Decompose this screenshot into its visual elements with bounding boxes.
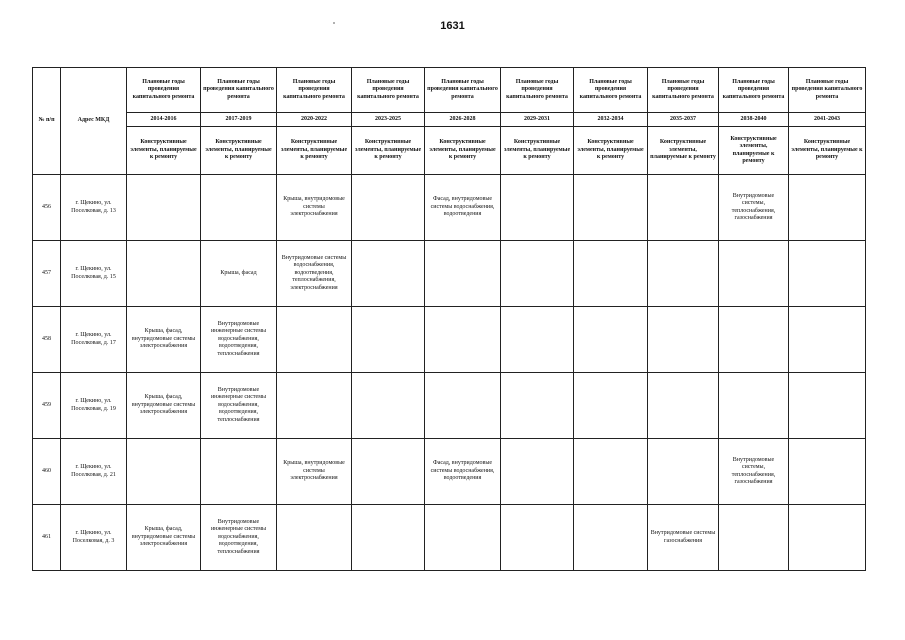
repair-elements-cell: Внутридомовые инженерные системы водоснабжения, водоотведения, теплоснабжения	[201, 373, 277, 439]
repair-elements-cell	[789, 175, 866, 241]
period-header: 2023-2025	[352, 113, 425, 127]
repair-elements-cell: Крыша, внутридомовые системы электроснабжения	[277, 175, 352, 241]
repair-elements-cell	[201, 175, 277, 241]
repair-elements-cell: Крыша, фасад, внутридомовые системы электроснабжения	[127, 373, 201, 439]
repair-elements-cell	[127, 241, 201, 307]
repair-elements-cell: Крыша, фасад, внутридомовые системы электроснабжения	[127, 505, 201, 571]
period-header: 2041-2043	[789, 113, 866, 127]
repair-elements-cell	[501, 307, 574, 373]
header-elements: Конструктивные элементы, планируемые к ремонту	[719, 127, 789, 175]
period-header: 2026-2028	[425, 113, 501, 127]
header-row-elements	[33, 127, 866, 175]
repair-elements-cell	[352, 373, 425, 439]
repair-elements-cell	[574, 307, 648, 373]
repair-elements-cell	[789, 505, 866, 571]
repair-elements-cell	[425, 505, 501, 571]
repair-elements-cell: Внутридомовые инженерные системы водоснабжения, водоотведения, теплоснабжения	[201, 505, 277, 571]
row-address: г. Щекино, ул. Поселковая, д. 17	[61, 307, 127, 373]
repair-elements-cell	[789, 307, 866, 373]
header-elements: Конструктивные элементы, планируемые к ремонту	[501, 127, 574, 175]
header-elements: Конструктивные элементы, планируемые к ремонту	[648, 127, 719, 175]
row-address: г. Щекино, ул. Поселковая, д. 21	[61, 439, 127, 505]
header-planned-years: Плановые годы проведения капитального ремонта	[425, 68, 501, 113]
repair-elements-cell	[501, 439, 574, 505]
table-row	[33, 439, 866, 505]
header-planned-years: Плановые годы проведения капитального ремонта	[574, 68, 648, 113]
repair-elements-cell	[352, 307, 425, 373]
row-number: 456	[33, 175, 61, 241]
period-header: 2035-2037	[648, 113, 719, 127]
period-header: 2038-2040	[719, 113, 789, 127]
repair-elements-cell	[277, 373, 352, 439]
repair-elements-cell: Внутридомовые системы газоснабжения	[648, 505, 719, 571]
repair-elements-cell	[352, 241, 425, 307]
repair-elements-cell	[574, 505, 648, 571]
header-planned-years: Плановые годы проведения капитального ремонта	[127, 68, 201, 113]
row-number: 461	[33, 505, 61, 571]
repair-elements-cell	[574, 175, 648, 241]
repair-elements-cell: Крыша, внутридомовые системы электроснабжения	[277, 439, 352, 505]
repair-elements-cell	[501, 505, 574, 571]
row-address: г. Щекино, ул. Поселковая, д. 3	[61, 505, 127, 571]
row-number: 458	[33, 307, 61, 373]
header-elements: Конструктивные элементы, планируемые к ремонту	[201, 127, 277, 175]
row-number: 459	[33, 373, 61, 439]
repair-elements-cell	[127, 175, 201, 241]
header-planned-years: Плановые годы проведения капитального ремонта	[501, 68, 574, 113]
repair-elements-cell	[352, 505, 425, 571]
header-num: № п/п	[33, 68, 61, 175]
period-header: 2020-2022	[277, 113, 352, 127]
repair-elements-cell: Внутридомовые системы, теплоснабжения, газоснабжения	[719, 175, 789, 241]
repair-elements-cell	[789, 439, 866, 505]
repair-elements-cell	[425, 307, 501, 373]
header-planned-years: Плановые годы проведения капитального ремонта	[648, 68, 719, 113]
header-planned-years: Плановые годы проведения капитального ремонта	[789, 68, 866, 113]
header-elements: Конструктивные элементы, планируемые к ремонту	[425, 127, 501, 175]
table-row	[33, 307, 866, 373]
header-row-years	[33, 68, 866, 113]
repair-elements-cell	[277, 505, 352, 571]
row-address: г. Щекино, ул. Поселковая, д. 13	[61, 175, 127, 241]
table-row	[33, 241, 866, 307]
table-row	[33, 505, 866, 571]
page-number: 1631	[440, 20, 465, 32]
repair-elements-cell	[127, 439, 201, 505]
repair-elements-cell: Внутридомовые системы, теплоснабжения, газоснабжения	[719, 439, 789, 505]
repair-elements-cell	[648, 241, 719, 307]
header-elements: Конструктивные элементы, планируемые к ремонту	[574, 127, 648, 175]
header-elements: Конструктивные элементы, планируемые к ремонту	[277, 127, 352, 175]
header-planned-years: Плановые годы проведения капитального ремонта	[201, 68, 277, 113]
row-number: 457	[33, 241, 61, 307]
repair-elements-cell	[574, 439, 648, 505]
table-row	[33, 175, 866, 241]
repair-elements-cell	[789, 241, 866, 307]
header-planned-years: Плановые годы проведения капитального ремонта	[719, 68, 789, 113]
repair-elements-cell	[648, 307, 719, 373]
repair-elements-cell	[501, 241, 574, 307]
header-row-periods	[33, 113, 866, 127]
repair-elements-cell	[425, 241, 501, 307]
scan-speck	[333, 22, 335, 24]
repair-elements-cell: Внутридомовые инженерные системы водоснабжения, водоотведения, теплоснабжения	[201, 307, 277, 373]
header-address: Адрес МКД	[61, 68, 127, 175]
repair-elements-cell	[574, 241, 648, 307]
repair-elements-cell	[648, 439, 719, 505]
period-header: 2029-2031	[501, 113, 574, 127]
repair-elements-cell	[719, 307, 789, 373]
period-header: 2032-2034	[574, 113, 648, 127]
header-elements: Конструктивные элементы, планируемые к ремонту	[127, 127, 201, 175]
repair-elements-cell	[719, 373, 789, 439]
repair-elements-cell: Крыша, фасад	[201, 241, 277, 307]
header-planned-years: Плановые годы проведения капитального ремонта	[277, 68, 352, 113]
repair-elements-cell	[352, 439, 425, 505]
repair-elements-cell: Фасад, внутридомовые системы водоснабжения, водоотведения	[425, 439, 501, 505]
repair-elements-cell	[201, 439, 277, 505]
repair-elements-cell: Фасад, внутридомовые системы водоснабжения, водоотведения	[425, 175, 501, 241]
capital-repair-table	[32, 67, 866, 571]
period-header: 2017-2019	[201, 113, 277, 127]
repair-elements-cell	[277, 307, 352, 373]
repair-elements-cell: Крыша, фасад, внутридомовые системы электроснабжения	[127, 307, 201, 373]
repair-elements-cell	[719, 241, 789, 307]
repair-elements-cell	[501, 373, 574, 439]
header-planned-years: Плановые годы проведения капитального ремонта	[352, 68, 425, 113]
repair-elements-cell	[425, 373, 501, 439]
period-header: 2014-2016	[127, 113, 201, 127]
repair-elements-cell	[648, 175, 719, 241]
row-address: г. Щекино, ул. Поселковая, д. 19	[61, 373, 127, 439]
row-address: г. Щекино, ул. Поселковая, д. 15	[61, 241, 127, 307]
repair-elements-cell: Внутридомовые системы водоснабжения, водоотведения, теплоснабжения, электроснабжения	[277, 241, 352, 307]
repair-elements-cell	[501, 175, 574, 241]
repair-elements-cell	[352, 175, 425, 241]
repair-elements-cell	[648, 373, 719, 439]
header-elements: Конструктивные элементы, планируемые к ремонту	[352, 127, 425, 175]
row-number: 460	[33, 439, 61, 505]
repair-elements-cell	[789, 373, 866, 439]
table-row	[33, 373, 866, 439]
repair-elements-cell	[719, 505, 789, 571]
header-elements: Конструктивные элементы, планируемые к ремонту	[789, 127, 866, 175]
repair-elements-cell	[574, 373, 648, 439]
